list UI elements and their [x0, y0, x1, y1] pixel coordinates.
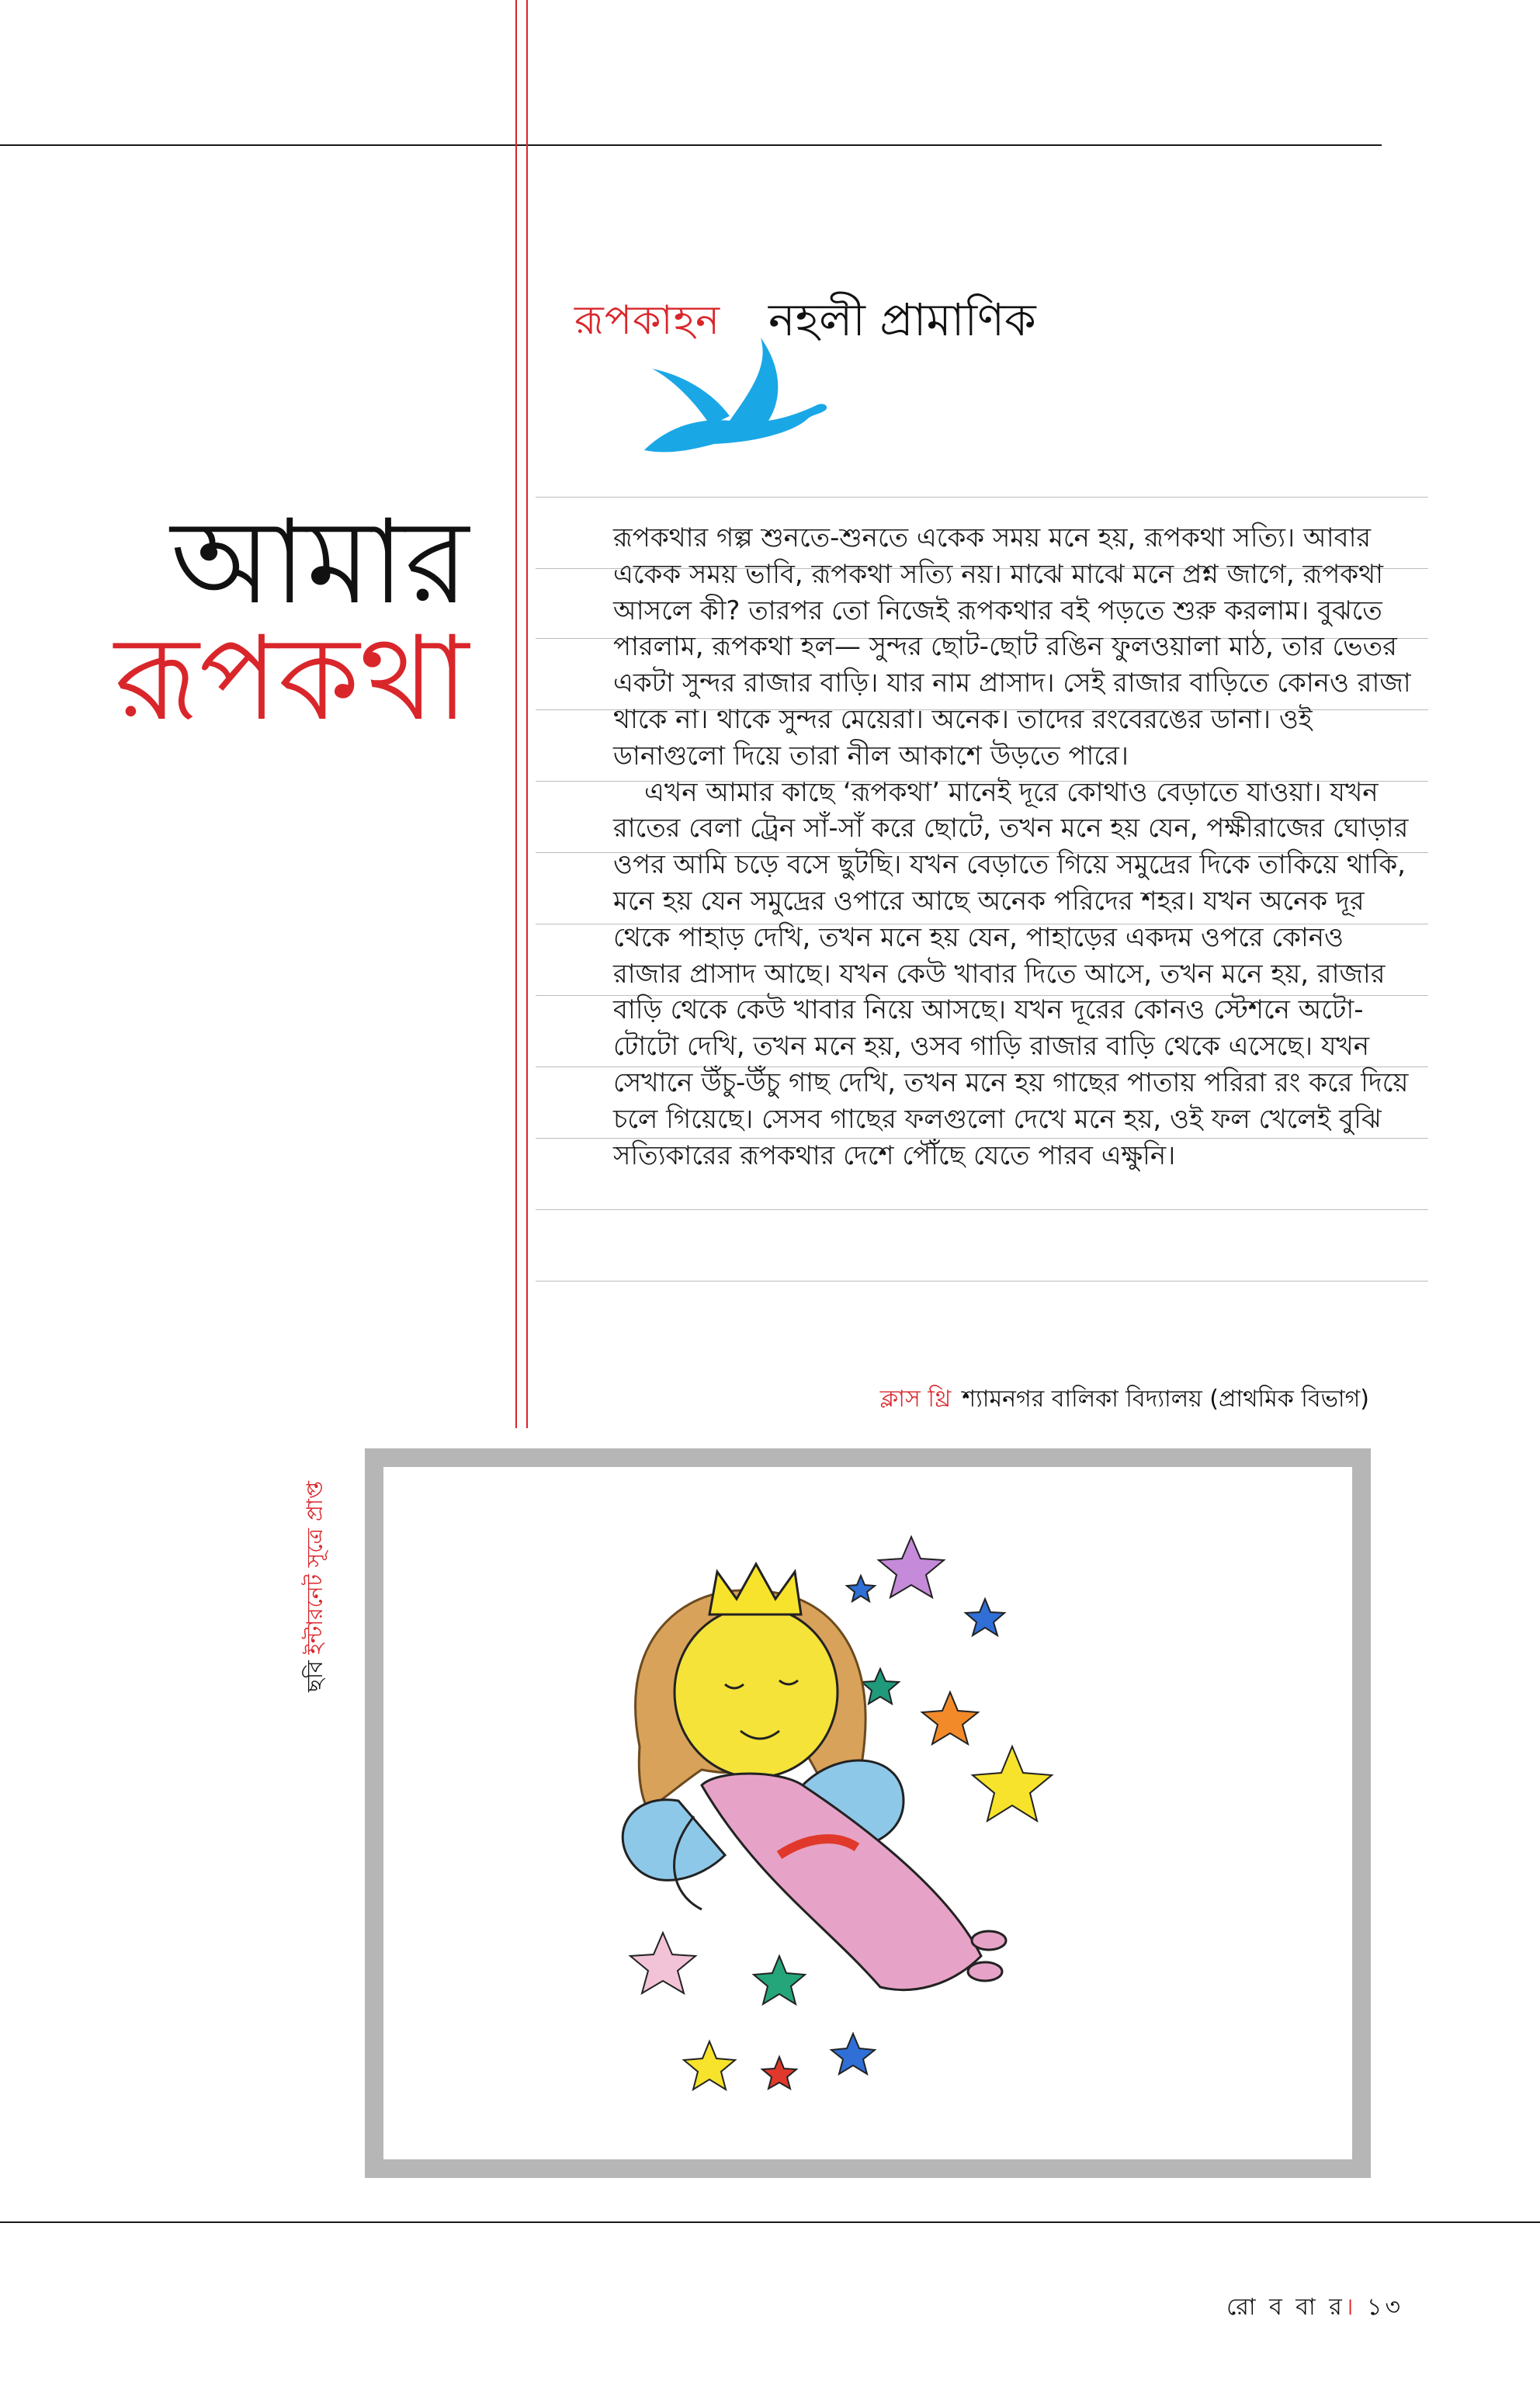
byline-school: শ্যামনগর বালিকা বিদ্যালয় (প্রাথমিক বিভাগ): [962, 1386, 1369, 1413]
paragraph: রূপকথার গল্প শুনতে-শুনতে একেক সময় মনে হয়, রূপকথা সত্যি। আবার একেক সময় ভাবি, রূপকথা সত্যি নয়। মাঝে মাঝে মনে প্রশ্ন জাগে, রূপকথা আসলে কী? তারপর তো নিজেই রূপকথার বই পড়তে শুরু করলাম। বুঝতে পারলাম, রূপকথা হল— সুন্দর ছোট-ছোট রঙিন ফুলওয়ালা মাঠ, তার ভেতর একটা সুন্দর রাজার বাড়ি। যার নাম প্রাসাদ। সেই রাজার বাড়িতে কোনও রাজা থাকে না। থাকে সুন্দর মেয়েরা। অনেক। তাদের রংবেরঙের ডানা। ওই ডানাগুলো দিয়ে তারা নীল আকাশে উড়তে পারে।: [613, 522, 1411, 772]
illustration-frame: [365, 1448, 1371, 2178]
fairy-with-crown-drawing: [546, 1490, 1230, 2142]
page-footer: [1226, 2288, 1403, 2328]
bottom-rule: [0, 2221, 1540, 2223]
top-rule: [0, 144, 1382, 146]
illustration-panel: [383, 1467, 1352, 2159]
photo-credit: [289, 1444, 335, 1692]
margin-rule-right: [526, 0, 528, 1428]
margin-rule-left: [515, 0, 517, 1428]
magazine-name: রো ব বা র: [1226, 2294, 1345, 2321]
byline-class: ক্লাস থ্রি: [879, 1386, 952, 1413]
title-line-2: রূপকথা: [114, 612, 469, 747]
title-line-1: আমার: [170, 495, 469, 630]
paragraph: এখন আমার কাছে ‘রূপকথা’ মানেই দূরে কোথাও বেড়াতে যাওয়া। যখন রাতের বেলা ট্রেন সাঁ-সাঁ করে ছোটে, তখন মনে হয় যেন, পক্ষীরাজের ঘোড়ার ওপর আমি চড়ে বসে ছুটছি। যখন বেড়াতে গিয়ে সমুদ্রের দিকে তাকিয়ে থাকি, মনে হয় যেন সমুদ্রের ওপারে আছে অনেক পরিদের শহর। যখন অনেক দূর থেকে পাহাড় দেখি, তখন মনে হয় যেন, পাহাড়ের একদম ওপরে কোনও রাজার প্রাসাদ আছে। যখন কেউ খাবার দিতে আসে, তখন মনে হয়, রাজার বাড়ি থেকে কেউ খাবার নিয়ে আসছে। যখন দূরের কোনও স্টেশনে অটো-টোটো দেখি, তখন মনে হয়, ওসব গাড়ি রাজার বাড়ি থেকে এসেছে। যখন সেখানে উঁচু-উঁচু গাছ দেখি, তখন মনে হয় গাছের পাতায় পরিরা রং করে দিয়ে চলে গিয়েছে। সেসব গাছের ফলগুলো দেখে মনে হয়, ওই ফল খেলেই বুঝি সত্যিকারের রূপকথার দেশে পৌঁছে যেতে পারব এক্ষুনি।: [613, 776, 1409, 1171]
credit-label: ছবি: [302, 1660, 328, 1692]
footer-separator: ।: [1344, 2294, 1357, 2321]
section-tag: রূপকাহন: [574, 297, 720, 344]
byline: [880, 1380, 1369, 1420]
credit-source: ইন্টারনেট সূত্রে প্রাপ্ত: [302, 1480, 328, 1655]
author-name: নহলী প্রামাণিক: [768, 293, 1036, 346]
page-number: ১৩: [1367, 2294, 1403, 2321]
flying-swan-icon: [636, 334, 831, 458]
article-body: [613, 520, 1413, 1174]
